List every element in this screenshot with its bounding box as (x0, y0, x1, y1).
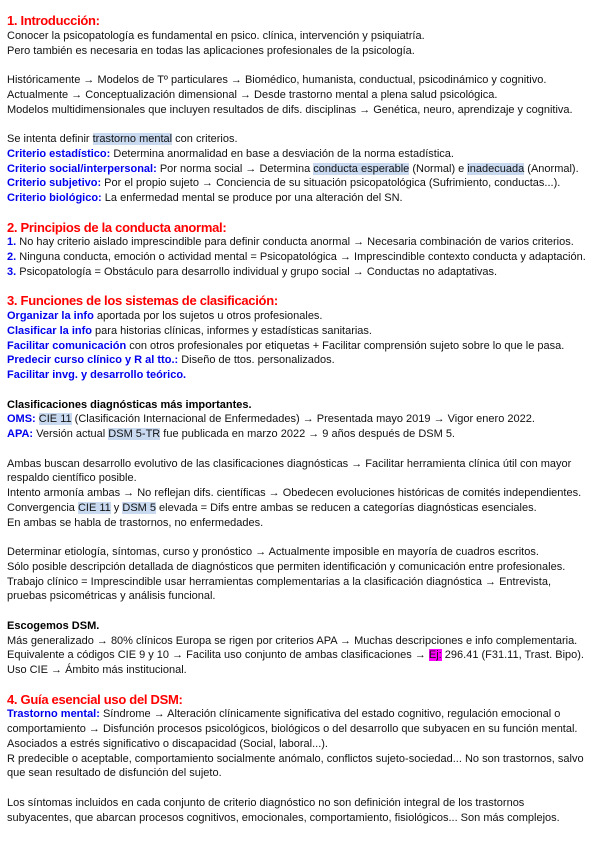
blank-line (7, 280, 597, 295)
text-segment: La enfermedad mental se produce por una alteración del SN. (101, 192, 403, 204)
text-segment: Diseño de ttos. personalizados. (178, 354, 335, 367)
text-segment: R predecible o aceptable, comportamiento socialmente anómalo, conflictos sujeto-sociedad... No son trastornos, salvo (7, 752, 584, 765)
text-segment: Uso CIE → Ámbito más institucional. (7, 664, 187, 676)
text-segment: 296.41 (F31.11, Trast. Bipo). (441, 649, 584, 662)
text-line (7, 427, 597, 442)
text-line (7, 132, 597, 147)
text-line (7, 250, 597, 265)
text-segment: 3. Funciones de los sistemas de clasificación: (7, 293, 278, 309)
highlighted-text: DSM 5-TR (108, 428, 161, 440)
text-segment: elevada = Difs entre ambas se reducen a categorías diagnósticas esenciales. (156, 501, 537, 514)
text-segment: para historias clínicas, informes y estadísticas sanitarias. (91, 324, 372, 337)
text-line (7, 73, 597, 88)
highlighted-text: CIE 11 (38, 413, 72, 426)
term-label: 1. (7, 236, 17, 249)
term-label: Facilitar comunicación (7, 339, 127, 352)
text-line (7, 501, 597, 516)
text-segment: Intento armonía ambas → No reflejan difs. científicas → Obedecen evoluciones históricas de comités independientes. (7, 487, 582, 499)
term-label: APA: (7, 428, 34, 440)
term-label: Trastorno mental: (7, 708, 100, 721)
term-label: 3. (7, 265, 17, 278)
text-line (7, 486, 597, 501)
text-segment: comportamiento → Disfunción procesos psicológicos, biológicos o del desarrollo que subyacen en su función mental. (7, 723, 578, 735)
blank-line (7, 58, 597, 73)
blank-line (7, 383, 597, 398)
term-label: 2. (7, 251, 17, 263)
text-line (7, 648, 597, 663)
text-line (7, 324, 597, 339)
text-line (7, 766, 597, 781)
text-segment: Modelos multidimensionales que incluyen resultados de difs. disciplinas → Genética, neuro, aprendizaje y cognitiva. (7, 103, 573, 116)
highlighted-text: trastorno mental (92, 133, 173, 145)
text-line (7, 88, 597, 103)
text-segment: Sólo posible descripción detallada de diagnósticos que permiten identificación y comunicación entre profesionales. (7, 560, 566, 573)
text-segment: 2. Principios de la conducta anormal: (7, 219, 227, 235)
text-segment: Actualmente → Conceptualización dimensional → Desde trastorno mental a plena salud psicológica. (7, 88, 498, 101)
text-line (7, 368, 597, 383)
text-segment: Conocer la psicopatología es fundamental en psico. clínica, intervención y psiquiatría. (7, 29, 425, 42)
term-label: Clasificar la info (7, 324, 92, 337)
term-label: Criterio biológico: (7, 192, 102, 204)
text-segment: fue publicada en marzo 2022 → 9 años después de DSM 5. (160, 428, 455, 440)
text-segment: Los síntomas incluidos en cada conjunto de criterio diagnóstico no son definición integral de los trastornos (7, 796, 525, 809)
text-segment: con otros profesionales por etiquetas + Facilitar comprensión sujeto sobre lo que le pasa. (126, 339, 565, 352)
text-segment: (Normal) e (409, 162, 468, 175)
text-segment: Ninguna conducta, emoción o actividad mental = Psicopatológica → Imprescindible contexto conducta y adaptación. (16, 251, 586, 263)
text-segment: Ambas buscan desarrollo evolutivo de las clasificaciones diagnósticas → Facilitar herramienta clínica útil con mayor (7, 457, 572, 470)
blank-line (7, 117, 597, 132)
text-segment: Por el propio sujeto → Conciencia de su situación psicopatológica (Sufrimiento, conductas...). (101, 177, 561, 190)
text-line (7, 412, 597, 427)
text-line (7, 516, 597, 531)
text-segment: Equivalente a códigos CIE 9 y 10 → Facilita uso conjunto de ambas clasificaciones → (7, 649, 429, 662)
document-page (7, 14, 597, 825)
text-segment: que sean resultado de disfunción del sujeto. (7, 767, 222, 780)
text-line (7, 545, 597, 560)
text-line (7, 634, 597, 649)
term-label: Criterio estadístico: (7, 147, 111, 160)
text-line (7, 191, 597, 206)
text-line (7, 752, 597, 767)
text-segment: 4. Guía esencial uso del DSM: (7, 691, 183, 707)
text-segment: Versión actual (33, 428, 109, 440)
text-line (7, 398, 597, 413)
highlighted-text: inadecuada (467, 162, 525, 175)
text-line (7, 737, 597, 752)
magenta-highlight: Ej: (428, 649, 442, 662)
text-segment: Convergencia (7, 501, 78, 514)
term-label: OMS: (7, 413, 36, 426)
text-segment: aportada por los sujetos u otros profesionales. (93, 310, 323, 322)
term-label: Organizar la info (7, 310, 94, 322)
text-segment: Más generalizado → 80% clínicos Europa se rigen por criterios APA → Muchas descripciones e info complementaria. (7, 634, 578, 647)
term-label: Criterio social/interpersonal: (7, 162, 157, 175)
text-line (7, 457, 597, 472)
text-line (7, 811, 597, 826)
text-line (7, 103, 597, 118)
text-segment: pruebas psicométricas y análisis funcional. (7, 590, 216, 603)
text-segment: Por norma social → Determina (156, 162, 314, 175)
text-segment: (Clasificación Internacional de Enfermedades) → Presentada mayo 2019 → Vigor enero 2022. (71, 413, 535, 426)
text-line (7, 176, 597, 191)
text-line (7, 235, 597, 250)
section-heading (7, 14, 597, 29)
term-label: Predecir curso clínico y R al tto.: (7, 354, 179, 367)
text-segment: Determinar etiología, síntomas, curso y pronóstico → Actualmente imposible en mayoría de cuadros escritos. (7, 546, 539, 558)
blank-line (7, 604, 597, 619)
highlighted-text: DSM 5 (122, 501, 156, 514)
text-line (7, 707, 597, 722)
text-line (7, 309, 597, 324)
text-segment: Determina anormalidad en base a desviación de la norma estadística. (110, 147, 454, 160)
text-segment: Psicopatología = Obstáculo para desarrollo individual y grupo social → Conductas no adaptativas. (16, 265, 498, 278)
text-line (7, 471, 597, 486)
text-line (7, 796, 597, 811)
text-line (7, 29, 597, 44)
bold-subheading: Escogemos DSM. (7, 619, 100, 632)
term-label: Criterio subjetivo: (7, 177, 102, 190)
highlighted-text: CIE 11 (77, 501, 111, 514)
text-line (7, 147, 597, 162)
text-segment: y (110, 501, 123, 514)
text-line (7, 44, 597, 59)
section-heading (7, 693, 597, 708)
text-segment: No hay criterio aislado imprescindible para definir conducta anormal → Necesaria combinación de varios criterios. (16, 236, 574, 249)
text-segment: Síndrome → Alteración clínicamente significativa del estado cognitivo, regulación emocional o (99, 708, 561, 721)
highlighted-text: conducta esperable (313, 162, 410, 175)
text-line (7, 619, 597, 634)
text-line (7, 589, 597, 604)
text-segment: Históricamente → Modelos de Tº particulares → Biomédico, humanista, conductual, psicodinámico y cognitivo. (7, 74, 547, 86)
text-segment: Trabajo clínico = Imprescindible usar herramientas complementarias a la clasificación diagnóstica → Entrevista, (7, 575, 552, 588)
text-segment: En ambas se habla de trastornos, no enfermedades. (7, 516, 264, 529)
text-line (7, 663, 597, 678)
text-line (7, 265, 597, 280)
text-line (7, 575, 597, 590)
text-segment: respaldo científico posible. (7, 472, 137, 485)
text-line (7, 353, 597, 368)
text-line (7, 339, 597, 354)
text-segment: con criterios. (172, 133, 238, 145)
term-label: Facilitar invg. y desarrollo teórico. (7, 369, 187, 381)
text-segment: subyacentes, que abarcan procesos cognitivos, emocionales, comportamiento, fisiológicos... Son más complejos. (7, 811, 560, 824)
bold-subheading: Clasificaciones diagnósticas más importantes. (7, 398, 252, 411)
blank-line (7, 442, 597, 457)
text-line (7, 162, 597, 177)
section-heading (7, 221, 597, 236)
text-segment: Asociados a estrés significativo o discapacidad (Social, laboral...). (7, 737, 328, 750)
text-segment: 1. Introducción: (7, 13, 100, 28)
blank-line (7, 206, 597, 221)
blank-line (7, 530, 597, 545)
blank-line (7, 781, 597, 796)
text-line (7, 722, 597, 737)
text-segment: Pero también es necesaria en todas las aplicaciones profesionales de la psicología. (7, 44, 415, 57)
section-heading (7, 294, 597, 309)
text-segment: Se intenta definir (7, 133, 93, 145)
text-line (7, 560, 597, 575)
text-segment: (Anormal). (524, 162, 579, 175)
blank-line (7, 678, 597, 693)
